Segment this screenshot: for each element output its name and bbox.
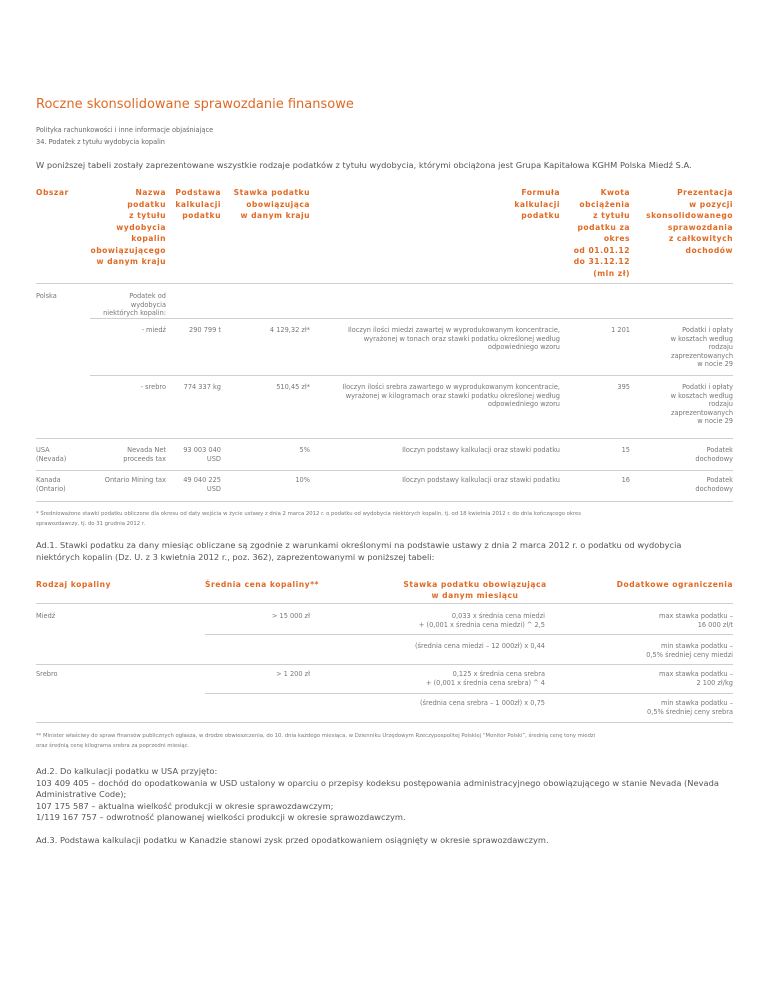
tax-name-usa: Nevada Net proceeds tax <box>123 446 166 463</box>
kanada-presentation: Podatek dochodowy <box>695 476 733 493</box>
header-srednia: Średnia cena kopaliny** <box>205 580 320 589</box>
usa-base: 93 003 040 USD <box>183 446 221 463</box>
header-obszar: Obszar <box>36 188 69 197</box>
usa-presentation: Podatek dochodowy <box>695 446 733 463</box>
header-stawka-miesiac: Stawka podatku obowiązująca w danym miesiącu <box>403 580 547 600</box>
header-ograniczenia: Dodatkowe ograniczenia <box>616 580 733 589</box>
row-srebro-presentation: Podatki i opłaty w kosztach według rodzaju zaprezentowanych w nocie 29 <box>670 383 733 426</box>
divider <box>36 722 733 723</box>
header-formula: Formuła kalkulacji podatku <box>514 188 560 220</box>
t2-miedz-price: > 15 000 zł <box>271 612 310 620</box>
t2-miedz-limit2: min stawka podatku – 0,5% średniej ceny miedzi <box>646 642 733 659</box>
divider <box>90 318 733 319</box>
row-srebro-rate: 510,45 zł* <box>276 383 310 391</box>
t2-srebro-limit2: min stawka podatku – 0,5% średniej ceny srebra <box>647 699 733 716</box>
row-srebro-base: 774 337 kg <box>183 383 221 391</box>
divider <box>36 664 733 665</box>
row-srebro-formula: Iloczyn ilości srebra zawartego w wyprodukowanym koncentracie, wyrażonej w kilogramach oraz stawki podatku określonej według odpowiedniego wzoru <box>342 383 560 409</box>
row-srebro-amount: 395 <box>617 383 630 391</box>
intro-text: W poniższej tabeli zostały zaprezentowane wszystkie rodzaje podatków z tytułu wydobycia, którymi obciążona jest Grupa Kapitałowa KGHM Polska Miedź S.A. <box>36 160 692 170</box>
kanada-formula: Iloczyn podstawy kalkulacji oraz stawki podatku <box>402 476 560 484</box>
divider <box>205 634 733 635</box>
kanada-amount: 16 <box>621 476 630 484</box>
t2-srebro-formula1: 0,125 x średnia cena srebra + (0,001 x średnia cena srebra) ^ 4 <box>425 670 545 687</box>
usa-rate: 5% <box>299 446 310 454</box>
tax-name-kanada: Ontario Mining tax <box>104 476 166 484</box>
t2-srebro-name: Srebro <box>36 670 58 678</box>
breadcrumb-note: 34. Podatek z tytułu wydobycia kopalin <box>36 138 165 146</box>
footnote-2: ** Minister właściwy do spraw finansów publicznych ogłasza, w drodze obwieszczenia, do 10. dnia każdego miesiąca, w Dzienniku Urzędowym Rzeczypospolitej Polskiej “Monitor Polski”, średnią cenę tony miedzi oraz średnią cenę kilograma srebra za poprzedni miesiąc. <box>36 733 596 749</box>
tax-name-polska: Podatek od wydobycia niektórych kopalin: <box>103 292 166 318</box>
breadcrumb-section: Polityka rachunkowości i inne informacje objaśniające <box>36 126 214 134</box>
row-miedz-name: - miedź <box>141 326 166 334</box>
usa-amount: 15 <box>621 446 630 454</box>
row-srebro-name: - srebro <box>140 383 166 391</box>
area-usa: USA (Nevada) <box>36 446 67 463</box>
header-stawka: Stawka podatku obowiązująca w danym kraju <box>233 188 310 220</box>
ad1-text: Ad.1. Stawki podatku za dany miesiąc obliczane są zgodnie z warunkami określonymi na podstawie ustawy z dnia 2 marca 2012 r. o podatku od wydobycia niektórych kopalin (Dz. U. z 3 kwietnia 2012 r., poz. 362), zaprezentowanymi w poniższej tabeli: <box>36 540 682 562</box>
kanada-base: 49 040 225 USD <box>183 476 221 493</box>
ad2-text: Ad.2. Do kalkulacji podatku w USA przyjęto: 103 409 405 – dochód do opodatkowania w USD ustalony w oparciu o przepisy kodeksu postępowania administracyjnego obowiązującego w stanie Nevada (Nevada Administrative Code); 107 175 587 – aktualna wielkość produkcji w okresie sprawozdawczym; 1/119 167 757 – odwrotność planowanej wielkości produkcji w okresie sprawozdawczym. <box>36 766 719 822</box>
divider <box>90 375 733 376</box>
kanada-rate: 10% <box>295 476 310 484</box>
row-miedz-base: 290 799 t <box>189 326 221 334</box>
area-polska: Polska <box>36 292 57 300</box>
row-miedz-rate: 4 129,32 zł* <box>269 326 310 334</box>
header-kwota: Kwota obciążenia z tytułu podatku za okres od 01.01.12 do 31.12.12 (mln zł) <box>573 188 630 278</box>
t2-srebro-limit1: max stawka podatku – 2 100 zł/kg <box>659 670 733 687</box>
divider <box>205 693 733 694</box>
t2-srebro-formula2: (średnia cena srebra – 1 000zł) x 0,75 <box>419 699 545 707</box>
t2-miedz-formula2: (średnia cena miedzi – 12 000zł) x 0,44 <box>415 642 545 650</box>
ad3-text: Ad.3. Podstawa kalkulacji podatku w Kanadzie stanowi zysk przed opodatkowaniem osiągnięty w okresie sprawozdawczym. <box>36 835 549 845</box>
t2-srebro-price: > 1 200 zł <box>276 670 310 678</box>
area-kanada: Kanada (Ontario) <box>36 476 66 493</box>
header-nazwa: Nazwa podatku z tytułu wydobycia kopalin obowiązującego w danym kraju <box>90 188 166 266</box>
footnote-1: * Średnioważone stawki podatku obliczone dla okresu od daty wejścia w życie ustawy z dnia 2 marca 2012 r. o podatku od wydobycia niektórych kopalin, tj. od 18 kwietnia 2012 r. do dnia kończącego okres sprawozdawczy, tj. do 31 grudnia 2012 r. <box>36 511 582 527</box>
t2-miedz-name: Miedź <box>36 612 56 620</box>
divider <box>36 283 733 284</box>
header-podstawa: Podstawa kalkulacji podatku <box>175 188 221 220</box>
divider <box>36 603 733 604</box>
header-rodzaj: Rodzaj kopaliny <box>36 580 111 589</box>
row-miedz-amount: 1 201 <box>611 326 630 334</box>
divider <box>36 501 733 502</box>
header-prezentacja: Prezentacja w pozycji skonsolidowanego sprawozdania z całkowitych dochodów <box>646 188 733 255</box>
usa-formula: Iloczyn podstawy kalkulacji oraz stawki podatku <box>402 446 560 454</box>
row-miedz-formula: Iloczyn ilości miedzi zawartej w wyprodukowanym koncentracie, wyrażonej w tonach oraz stawki podatku określonej według odpowiedniego wzoru <box>347 326 560 352</box>
page-title: Roczne skonsolidowane sprawozdanie finansowe <box>36 97 354 112</box>
t2-miedz-limit1: max stawka podatku – 16 000 zł/t <box>659 612 733 629</box>
divider <box>36 438 733 439</box>
t2-miedz-formula1: 0,033 x średnia cena miedzi + (0,001 x średnia cena miedzi) ^ 2,5 <box>418 612 545 629</box>
row-miedz-presentation: Podatki i opłaty w kosztach według rodzaju zaprezentowanych w nocie 29 <box>670 326 733 369</box>
divider <box>36 470 733 471</box>
